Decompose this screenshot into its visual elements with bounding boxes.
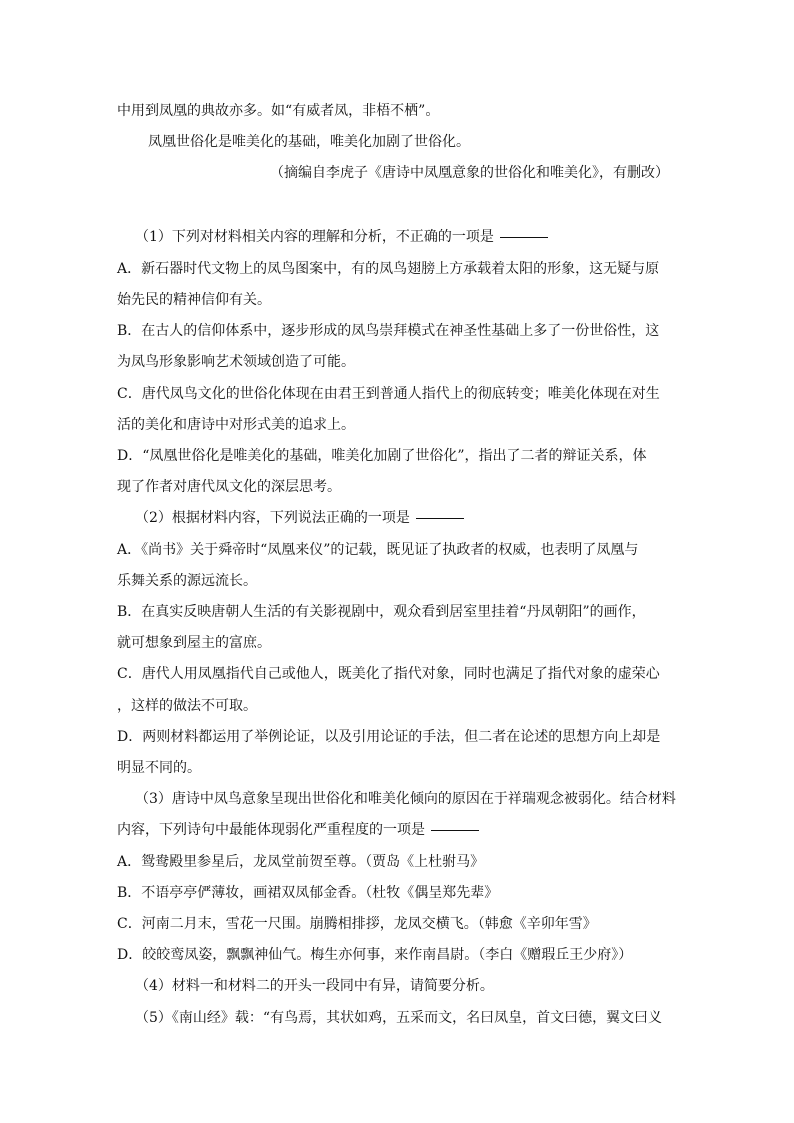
question-1-option-d-cont: 现了作者对唐代凤文化的深层思考。 bbox=[117, 479, 341, 495]
passage-line: 中用到凤凰的典故亦多。如“有威者凤，非梧不栖”。 bbox=[117, 103, 440, 119]
question-1-option-c-cont: 活的美化和唐诗中对形式美的追求上。 bbox=[117, 417, 355, 433]
question-2-option-d: D．两则材料都运用了举例论证，以及引用论证的手法，但二者在论述的思想方向上却是 bbox=[117, 729, 661, 745]
question-1-option-b: B．在古人的信仰体系中，逐步形成的凤鸟崇拜模式在神圣性基础上多了一份世俗性，这 bbox=[117, 323, 660, 339]
answer-blank bbox=[431, 829, 479, 831]
question-3-option-c: C．河南二月末，雪花一尺围。崩腾相排拶，龙凤交横飞。（韩愈《辛卯年雪》 bbox=[117, 916, 597, 932]
question-2-stem bbox=[135, 509, 464, 527]
question-1-option-d: D．“凤凰世俗化是唯美化的基础，唯美化加剧了世俗化”，指出了二者的辩证关系，体 bbox=[117, 448, 647, 464]
passage-source: （摘编自李虎子《唐诗中凤凰意象的世俗化和唯美化》，有删改） bbox=[270, 165, 669, 181]
question-2-option-b: B．在真实反映唐朝人生活的有关影视剧中，观众看到居室里挂着“丹凤朝阳”的画作， bbox=[117, 604, 646, 620]
passage-conclusion: 凤凰世俗化是唯美化的基础，唯美化加剧了世俗化。 bbox=[148, 134, 470, 150]
question-3-option-b: B．不语亭亭俨薄妆，画裙双凤郁金香。（杜牧《偶呈郑先辈》 bbox=[117, 885, 499, 901]
question-2-text: （2）根据材料内容，下列说法正确的一项是 bbox=[135, 510, 410, 526]
question-1-option-a-cont: 始先民的精神信仰有关。 bbox=[117, 292, 271, 308]
question-5-stem: （5）《南山经》载：“有鸟焉，其状如鸡，五采而文，名曰凤皇，首文曰德，翼文曰义 bbox=[135, 1010, 663, 1026]
question-1-text: （1）下列对材料相关内容的理解和分析，不正确的一项是 bbox=[135, 229, 494, 245]
question-2-option-b-cont: 就可想象到屋主的富庶。 bbox=[117, 635, 271, 651]
answer-blank bbox=[416, 517, 464, 519]
question-1-option-c: C．唐代凤鸟文化的世俗化体现在由君王到普通人指代上的彻底转变；唯美化体现在对生 bbox=[117, 386, 660, 402]
question-2-option-a: A．《尚书》关于舜帝时“凤凰来仪”的记载，既见证了执政者的权威，也表明了凤凰与 bbox=[117, 542, 639, 558]
question-2-option-c: C．唐代人用凤凰指代自己或他人，既美化了指代对象，同时也满足了指代对象的虚荣心 bbox=[117, 666, 660, 682]
answer-blank bbox=[500, 236, 548, 238]
question-4-stem: （4）材料一和材料二的开头一段同中有异，请简要分析。 bbox=[135, 978, 494, 994]
question-3-stem: （3）唐诗中凤鸟意象呈现出世俗化和唯美化倾向的原因在于祥瑞观念被弱化。结合材料 bbox=[135, 791, 676, 807]
question-3-stem-cont bbox=[117, 821, 479, 839]
question-1-stem bbox=[135, 228, 548, 246]
question-3-text: 内容，下列诗句中最能体现弱化严重程度的一项是 bbox=[117, 822, 425, 838]
question-3-option-a: A．鸳鸯殿里参星后，龙凤堂前贺至尊。（贾岛《上杜驸马》 bbox=[117, 854, 485, 870]
question-2-option-c-cont: ，这样的做法不可取。 bbox=[117, 698, 257, 714]
question-3-option-d: D．皎皎鸾凤姿，飘飘神仙气。梅生亦何事，来作南昌尉。（李白《赠瑕丘王少府》） bbox=[117, 947, 633, 963]
question-1-option-a: A．新石器时代文物上的凤鸟图案中，有的凤鸟翅膀上方承载着太阳的形象，这无疑与原 bbox=[117, 261, 660, 277]
question-2-option-d-cont: 明显不同的。 bbox=[117, 760, 201, 776]
question-1-option-b-cont: 为凤鸟形象影响艺术领域创造了可能。 bbox=[117, 354, 355, 370]
question-2-option-a-cont: 乐舞关系的源远流长。 bbox=[117, 573, 257, 589]
